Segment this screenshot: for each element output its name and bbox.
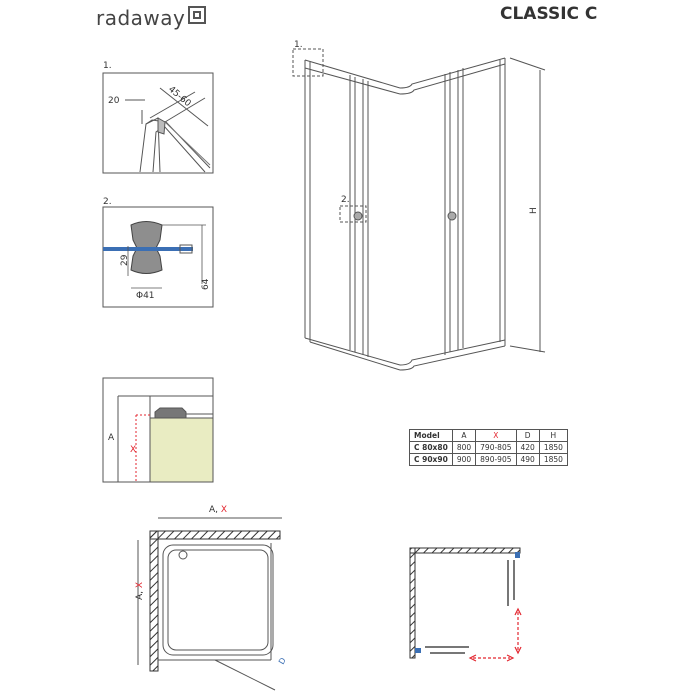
height-label: H [529,207,539,214]
specs-cell-h: 1850 [539,454,567,466]
specs-cell-model: C 80x80 [410,442,453,454]
plan-top-label-sep: , [215,505,221,515]
plan-view [135,505,288,690]
specs-cell-a: 900 [452,454,475,466]
plan-wall-top [150,531,280,539]
specs-cell-d: 420 [516,442,539,454]
detail-3-dim-x: X [130,445,137,455]
specs-header-h: H [539,430,567,442]
specs-cell-model: C 90x90 [410,454,453,466]
callout-1-label: 1. [294,40,303,50]
main-enclosure-view [293,49,545,370]
specs-header-a: A [452,430,475,442]
specs-cell-h: 1850 [539,442,567,454]
tray-fill [150,418,213,482]
opening-wall-left [410,548,415,658]
specs-cell-d: 490 [516,454,539,466]
table-row [410,442,568,454]
plan-dimension-lines [138,518,282,665]
plan-diag-label: D [276,656,288,666]
specs-cell-x: 890-905 [476,454,516,466]
plan-side-label-sep: , [135,588,145,594]
plan-wall-left [150,531,158,671]
specs-header-x: X [476,430,516,442]
plan-top-label [209,505,227,515]
roller-wheel [103,222,193,274]
callout-2-label: 2. [341,195,350,205]
opening-fixing-top [515,552,520,558]
detail-2-label: 2. [103,197,112,207]
detail-1-dim-a: 20 [108,96,120,106]
plan-top-label-x: X [220,505,228,515]
plan-side-label-a: A [135,593,145,600]
detail-1-dim-b: 45-60 [166,84,193,110]
specs-table [409,429,568,466]
plan-side-label [135,582,145,600]
detail-2-dim-64: 64 [201,278,211,290]
brand-logo-text: radaway [96,6,186,30]
detail-1 [103,61,213,173]
specs-header-d: D [516,430,539,442]
opening-fixing-left [415,648,421,653]
detail-3-dim-a: A [108,433,115,443]
detail-3 [103,378,213,482]
detail-1-label: 1. [103,61,112,71]
detail-2 [103,197,213,307]
specs-header-row [410,430,568,442]
specs-cell-x: 790-805 [476,442,516,454]
detail-2-dim-29: 29 [120,254,130,266]
detail-2-dim-diameter: Φ41 [136,291,155,301]
detail-1-profile [125,88,210,172]
plan-side-label-x: X [135,581,145,589]
plan-top-label-a: A [209,505,216,515]
model-title: CLASSIC C [500,4,598,24]
specs-header-model: Model [410,430,453,442]
specs-cell-a: 800 [452,442,475,454]
table-row [410,454,568,466]
opening-diagram [410,548,521,661]
opening-wall-top [410,548,520,553]
plan-tray [158,543,275,690]
